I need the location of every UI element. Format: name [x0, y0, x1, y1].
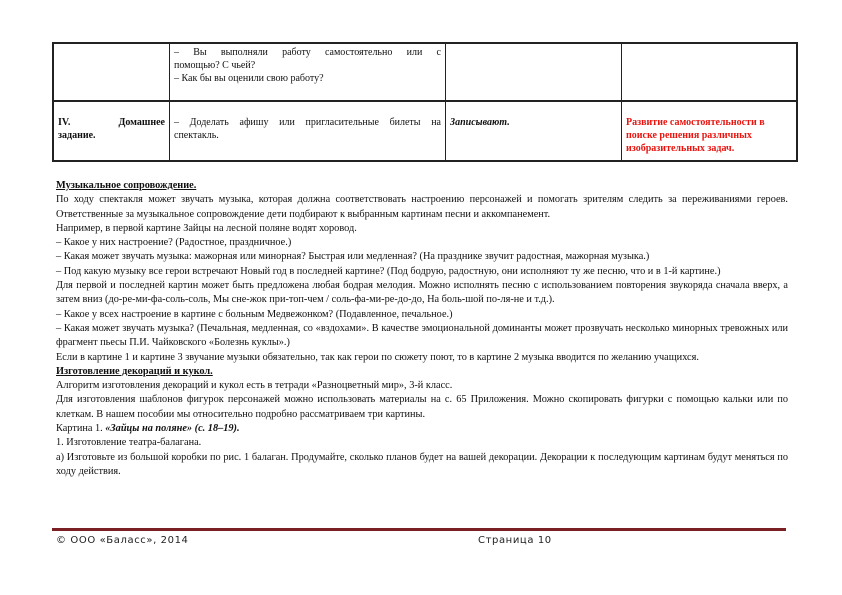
paragraph: Алгоритм изготовления декораций и кукол есть в тетради «Разноцветный мир», 3-й класс.: [56, 380, 453, 392]
paragraph: Например, в первой картине Зайцы на лесной поляне водят хоровод.: [56, 222, 357, 234]
scene-title: [56, 422, 788, 436]
paragraph: – Какое у всех настроение в картине с больным Медвежонком? (Подавленное, печальное.): [56, 308, 453, 320]
table-cell-outcome: [622, 44, 796, 100]
footer-divider: [52, 528, 786, 531]
paragraph: а) Изготовьте из большой коробки по рис. 1 балаган. Продумайте, сколько планов будет на вашей декорации. Декорации к последующим картинам будут меняться по ходу действия.: [56, 451, 788, 477]
paragraph: – Какая может звучать музыка: мажорная или минорная? Быстрая или медленная? (На празднике звучит радостная, мажорная музыка.): [56, 251, 650, 263]
stage-title-word: Домашнее: [118, 117, 165, 128]
lesson-plan-table: [52, 42, 798, 162]
section-heading-music: Музыкальное сопровождение.: [56, 180, 197, 191]
stage-number: IV.: [58, 117, 71, 128]
cell-line: спектакль.: [174, 130, 219, 141]
cell-line: Развитие самостоятельности в: [626, 117, 765, 128]
stage-title-line: [58, 116, 165, 129]
table-cell-teacher-activity: [170, 44, 446, 100]
table-cell-stage: [54, 102, 170, 160]
scene-prefix: Картина 1.: [56, 423, 106, 435]
scene-name: «Зайцы на поляне» (с. 18–19).: [105, 423, 240, 435]
paragraph: По ходу спектакля может звучать музыка, которая должна соответствовать настроению персонажей и помогать зрителям следить за переживаниями героев. Ответственные за музыкальное сопровождение дети подбирают к выбранным картинам песни и аккомпанемент.: [56, 194, 788, 220]
paragraph: 1. Изготовление театра-балагана.: [56, 437, 202, 449]
paragraph: – Какая может звучать музыка? (Печальная, медленная, со «вздохами». В качестве эмоциональной доминанты может прозвучать несколько минорных тревожных или фрагмент пьесы П.И. Чайковского «Болезнь куклы».): [56, 322, 788, 349]
paragraph: Для первой и последней картин может быть предложена любая бодрая мелодия. Можно исполнять песню с использованием повторения звукоряда сначала вверх, а затем вниз (до-ре-ми-фа-соль-соль, Мы сне-жок при-топ-чем / соль-фа-ми-ре-до-до, На боль-шой по-ля-не и т.д.).: [56, 280, 788, 306]
paragraph: Для изготовления шаблонов фигурок персонажей можно использовать материалы на с. 65 Приложения. Можно скопировать фигурки с помощью кальки или по клеткам. В нашем пособии мы относительно подробно рассматриваем три картины.: [56, 394, 788, 420]
table-row: [54, 102, 796, 160]
paragraph: Если в картине 1 и картине 3 звучание музыки обязательно, так как герои по сюжету поют, то в картине 2 музыка вводится по желанию учащихся.: [56, 351, 699, 363]
cell-line: – Как бы вы оценили свою работу?: [174, 73, 324, 84]
table-cell-student-activity: Записывают.: [446, 102, 622, 160]
section-heading-decorations: Изготовление декораций и кукол.: [56, 365, 213, 377]
cell-line: – Вы выполняли работу самостоятельно или с: [174, 47, 441, 58]
footer-copyright: © ООО «Баласс», 2014: [56, 535, 189, 546]
table-row: [54, 44, 796, 102]
cell-line: изобразительных задач.: [626, 143, 735, 154]
document-body: [56, 179, 788, 479]
stage-title-line2: задание.: [58, 130, 96, 141]
paragraph: – Какое у них настроение? (Радостное, праздничное.): [56, 237, 292, 249]
table-cell-stage: [54, 44, 170, 100]
cell-line: поиске решения различных: [626, 130, 752, 141]
cell-line: помощью? С чьей?: [174, 60, 256, 71]
table-cell-teacher-activity: [170, 102, 446, 160]
table-cell-outcome: [622, 102, 796, 160]
paragraph: – Под какую музыку все герои встречают Новый год в последней картине? (Под бодрую, радостную, они исполняют ту же песню, что и в 1-й картине.): [56, 265, 721, 277]
cell-line: – Доделать афишу или пригласительные билеты на: [174, 117, 441, 128]
table-cell-student-activity: [446, 44, 622, 100]
footer-page-number: Страница 10: [478, 535, 552, 546]
